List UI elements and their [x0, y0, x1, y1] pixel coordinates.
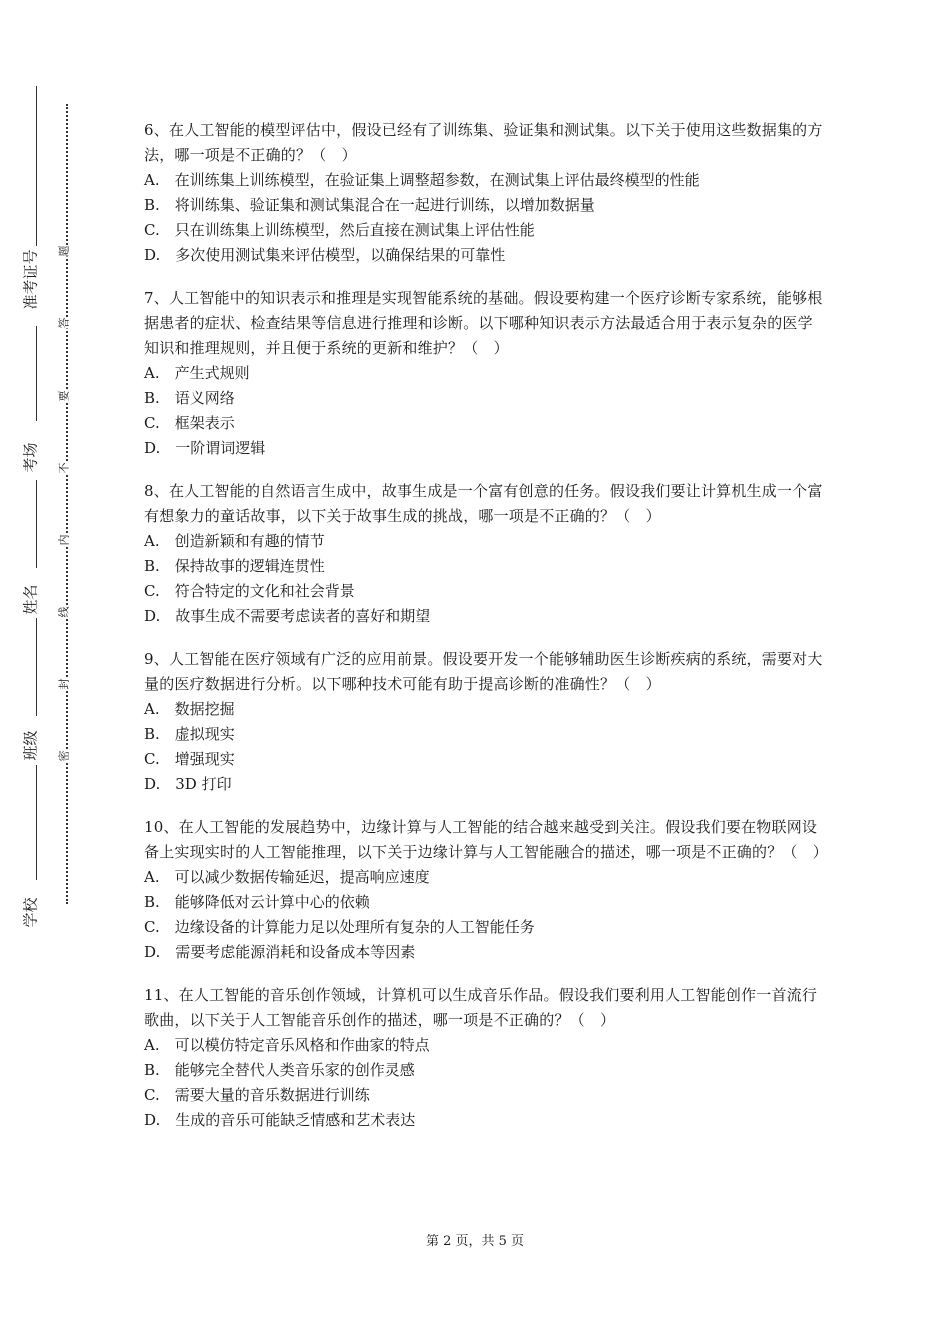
class-line: [36, 618, 37, 716]
exam-id-line: [36, 86, 37, 246]
option-c: C. 边缘设备的计算能力足以处理所有复杂的人工智能任务: [144, 918, 535, 936]
seal-word: 线: [57, 606, 71, 618]
option-d: D. 生成的音乐可能缺乏情感和艺术表达: [144, 1111, 416, 1129]
question-11: [144, 983, 824, 1133]
question-stem: 8、在人工智能的自然语言生成中，故事生成是一个富有创意的任务。假设我们要让计算机生成一个富有想象力的童话故事，以下关于故事生成的挑战，哪一项是不正确的？（ ）: [144, 482, 823, 525]
question-stem: 10、在人工智能的发展趋势中，边缘计算与人工智能的结合越来越受到关注。假设我们要在物联网设备上实现实时的人工智能推理，以下关于边缘计算与人工智能融合的描述，哪一项是不正确的？（ ）: [144, 818, 829, 861]
option-a: A. 创造新颖和有趣的情节: [144, 532, 325, 550]
question-8: [144, 479, 824, 629]
seal-word: 要: [57, 390, 71, 402]
binding-margin: [0, 0, 120, 1344]
option-b: B. 语义网络: [144, 389, 235, 407]
question-stem: 11、在人工智能的音乐创作领域，计算机可以生成音乐作品。假设我们要利用人工智能创作一首流行歌曲，以下关于人工智能音乐创作的描述，哪一项是不正确的？（ ）: [144, 986, 818, 1029]
seal-word: 答: [57, 317, 71, 329]
seal-word: 不: [57, 462, 71, 474]
option-d: D. 一阶谓词逻辑: [144, 439, 266, 457]
question-6: [144, 118, 824, 268]
option-b: B. 将训练集、验证集和测试集混合在一起进行训练，以增加数据量: [144, 196, 595, 214]
question-7: [144, 286, 824, 461]
option-c: C. 框架表示: [144, 414, 235, 432]
class-label: 班级: [21, 730, 40, 761]
option-d: D. 3D 打印: [144, 775, 232, 793]
seal-word: 题: [57, 245, 71, 257]
option-b: B. 能够完全替代人类音乐家的创作灵感: [144, 1061, 415, 1079]
option-a: A. 数据挖掘: [144, 700, 235, 718]
option-b: B. 虚拟现实: [144, 725, 235, 743]
option-d: D. 多次使用测试集来评估模型，以确保结果的可靠性: [144, 246, 506, 264]
question-list: [144, 118, 829, 1151]
exam-room-label: 考场: [21, 442, 40, 473]
option-c: C. 只在训练集上训练模型，然后直接在测试集上评估性能: [144, 221, 535, 239]
exam-room-line: [36, 326, 37, 421]
exam-id-label: 准考证号: [21, 249, 40, 310]
school-line: [36, 765, 37, 880]
page-number: 第 2 页，共 5 页: [425, 1234, 525, 1249]
name-label: 姓名: [21, 584, 40, 615]
option-b: B. 能够降低对云计算中心的依赖: [144, 893, 370, 911]
seal-word: 封: [57, 678, 71, 690]
question-stem: 9、人工智能在医疗领域有广泛的应用前景。假设要开发一个能够辅助医生诊断疾病的系统，需要对大量的医疗数据进行分析。以下哪种技术可能有助于提高诊断的准确性？（ ）: [144, 650, 823, 693]
option-a: A. 产生式规则: [144, 364, 250, 382]
school-label: 学校: [21, 897, 40, 928]
option-a: A. 在训练集上训练模型，在验证集上调整超参数，在测试集上评估最终模型的性能: [144, 171, 700, 189]
question-10: [144, 815, 829, 965]
option-c: C. 增强现实: [144, 750, 235, 768]
option-d: D. 故事生成不需要考虑读者的喜好和期望: [144, 607, 431, 625]
option-d: D. 需要考虑能源消耗和设备成本等因素: [144, 943, 416, 961]
question-stem: 7、人工智能中的知识表示和推理是实现智能系统的基础。假设要构建一个医疗诊断专家系统，能够根据患者的症状、检查结果等信息进行推理和诊断。以下哪种知识表示方法最适合用于表示复杂的医学知识和推理规则，并且便于系统的更新和维护？（ ）: [144, 289, 823, 357]
option-b: B. 保持故事的逻辑连贯性: [144, 557, 325, 575]
seal-word: 密: [57, 750, 71, 762]
option-c: C. 符合特定的文化和社会背景: [144, 582, 355, 600]
option-a: A. 可以减少数据传输延迟，提高响应速度: [144, 868, 430, 886]
name-line: [36, 480, 37, 568]
option-c: C. 需要大量的音乐数据进行训练: [144, 1086, 370, 1104]
option-a: A. 可以模仿特定音乐风格和作曲家的特点: [144, 1036, 430, 1054]
question-9: [144, 647, 824, 797]
seal-dotted-line: [66, 104, 68, 904]
question-stem: 6、在人工智能的模型评估中，假设已经有了训练集、验证集和测试集。以下关于使用这些数据集的方法，哪一项是不正确的？（ ）: [144, 121, 823, 164]
seal-word: 内: [57, 534, 71, 546]
